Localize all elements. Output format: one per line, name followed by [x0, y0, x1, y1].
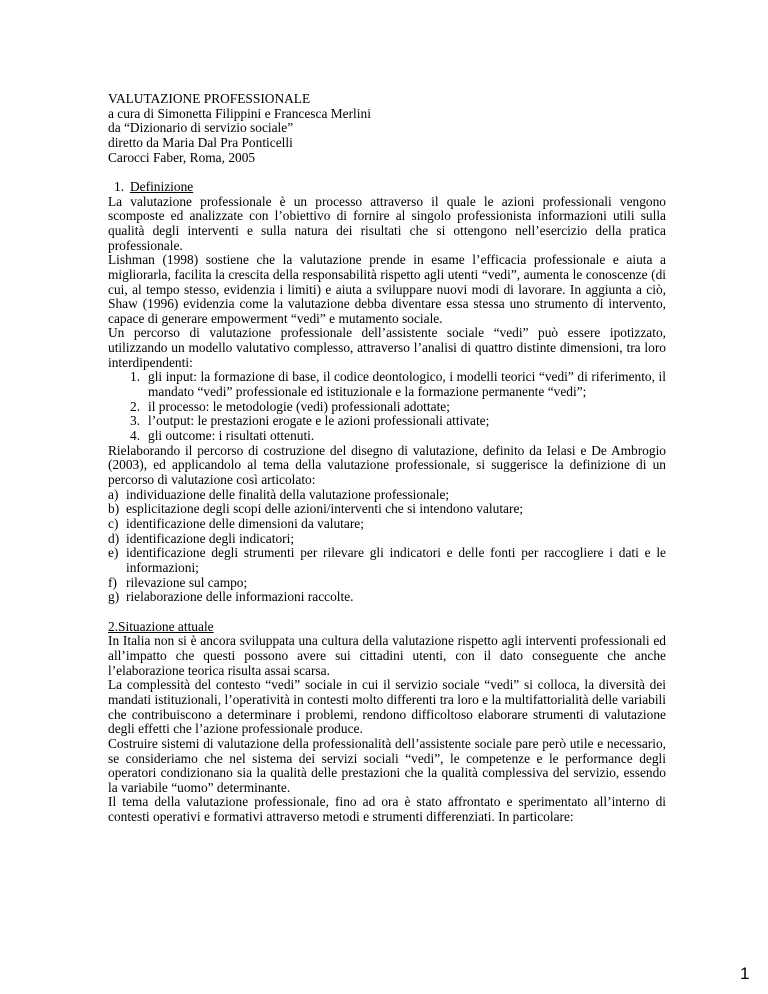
document-title: VALUTAZIONE PROFESSIONALE [108, 91, 311, 106]
list-item: 3. l’output: le prestazioni erogate e le azioni professionali attivate; [130, 413, 490, 429]
steps-list [108, 488, 666, 605]
paragraph: La complessità del contesto “vedi” sociale in cui il servizio sociale “vedi” si colloca, la diversità dei mandati istituzionali, l’operatività in contesti molto differenti tra loro e la multifattorialità delle variabili che contribuiscono a determinare i problemi, rendono difficoltoso elaborare strumenti di valutazione degli effetti che l’azione professionale produce. [108, 677, 666, 737]
list-item: g) rielaborazione delle informazioni raccolte. [108, 589, 354, 605]
section-number: 1. [114, 178, 125, 194]
paragraph: Il tema della valutazione professionale, fino ad ora è stato affrontato e sperimentato all’interno di contesti operativi e formativi attraverso metodi e strumenti differenziati. In particolare: [108, 794, 666, 825]
list-item: b) esplicitazione degli scopi delle azioni/interventi che si intendono valutare; [108, 501, 524, 517]
paragraph: Costruire sistemi di valutazione della professionalità dell’assistente sociale pare però utile e necessario, se consideriamo che nel sistema dei servizi sociali “vedi”, le competenze e le performance degli operatori condizionano sia la qualità delle prestazioni che la qualità complessiva del servizio, essendo la variabile “uomo” determinante. [108, 735, 666, 795]
paragraph: Rielaborando il percorso di costruzione del disegno di valutazione, definito da Ielasi e De Ambrogio (2003), ed applicandolo al tema della valutazione professionale, si suggerisce la definizione di un percorso di valutazione così articolato: [108, 442, 666, 488]
list-item: c) identificazione delle dimensioni da valutare; [108, 516, 364, 532]
section-heading [108, 180, 666, 195]
editor-line: diretto da Maria Dal Pra Ponticelli [108, 134, 293, 150]
paragraph: La valutazione professionale è un processo attraverso il quale le azioni professionali vengono scomposte ed analizzate con l’obiettivo di fornire al singolo professionista informazioni utili sulla qualità degli interventi e sulla natura dei risultati che si ottengono nell’esercizio della pratica professionale. [108, 193, 666, 253]
document-page [108, 92, 666, 825]
list-item: f) rilevazione sul campo; [108, 574, 248, 590]
authors-line: a cura di Simonetta Filippini e Francesca Merlini [108, 105, 371, 121]
section-definizione [108, 180, 666, 605]
list-item: 2. il processo: le metodologie (vedi) professionali adottate; [130, 398, 450, 414]
publisher-line: Carocci Faber, Roma, 2005 [108, 149, 256, 165]
list-item: 4. gli outcome: i risultati ottenuti. [130, 428, 315, 444]
list-item: 1. gli input: la formazione di base, il codice deontologico, i modelli teorici “vedi” di riferimento, il mandato “vedi” professionale ed istituzionale e la formazione permanente “vedi”; [130, 369, 666, 400]
section-heading [108, 620, 666, 635]
list-item: e) identificazione degli strumenti per rilevare gli indicatori e delle fonti per raccogliere i dati e le informazioni; [108, 545, 666, 575]
list-item: a) individuazione delle finalità della valutazione professionale; [108, 486, 450, 502]
paragraph: In Italia non si è ancora sviluppata una cultura della valutazione rispetto agli interventi professionali ed all’impatto che questi possono avere sui cittadini utenti, con il dato conseguente che anche l’elaborazione teorica risulta assai scarsa. [108, 633, 666, 678]
section-title: 2.Situazione attuale [108, 618, 214, 634]
section-situazione-attuale [108, 620, 666, 825]
section-title: Definizione [130, 178, 194, 194]
list-item: d) identificazione degli indicatori; [108, 530, 295, 546]
page-number: 1 [740, 964, 750, 983]
dimensions-list [108, 370, 666, 443]
paragraph: Lishman (1998) sostiene che la valutazione prende in esame l’efficacia professionale e aiuta a migliorarla, facilita la crescita della responsabilità rispetto agli utenti “vedi”, aumenta le conoscenze (di cui, al tempo stesso, evidenzia i limiti) e aiuta a sviluppare nuovi modi di lavorare. In aggiunta a ciò, Shaw (1996) evidenzia come la valutazione debba diventare essa stessa uno strumento di intervento, capace di generare empowerment “vedi” e mutamento sociale. [108, 252, 666, 326]
paragraph: Un percorso di valutazione professionale dell’assistente sociale “vedi” può essere ipotizzato, utilizzando un modello valutativo complesso, attraverso l’analisi di quattro distinte dimensioni, tra loro interdipendenti: [108, 325, 666, 370]
source-line: da “Dizionario di servizio sociale” [108, 120, 294, 136]
document-header [108, 92, 666, 165]
